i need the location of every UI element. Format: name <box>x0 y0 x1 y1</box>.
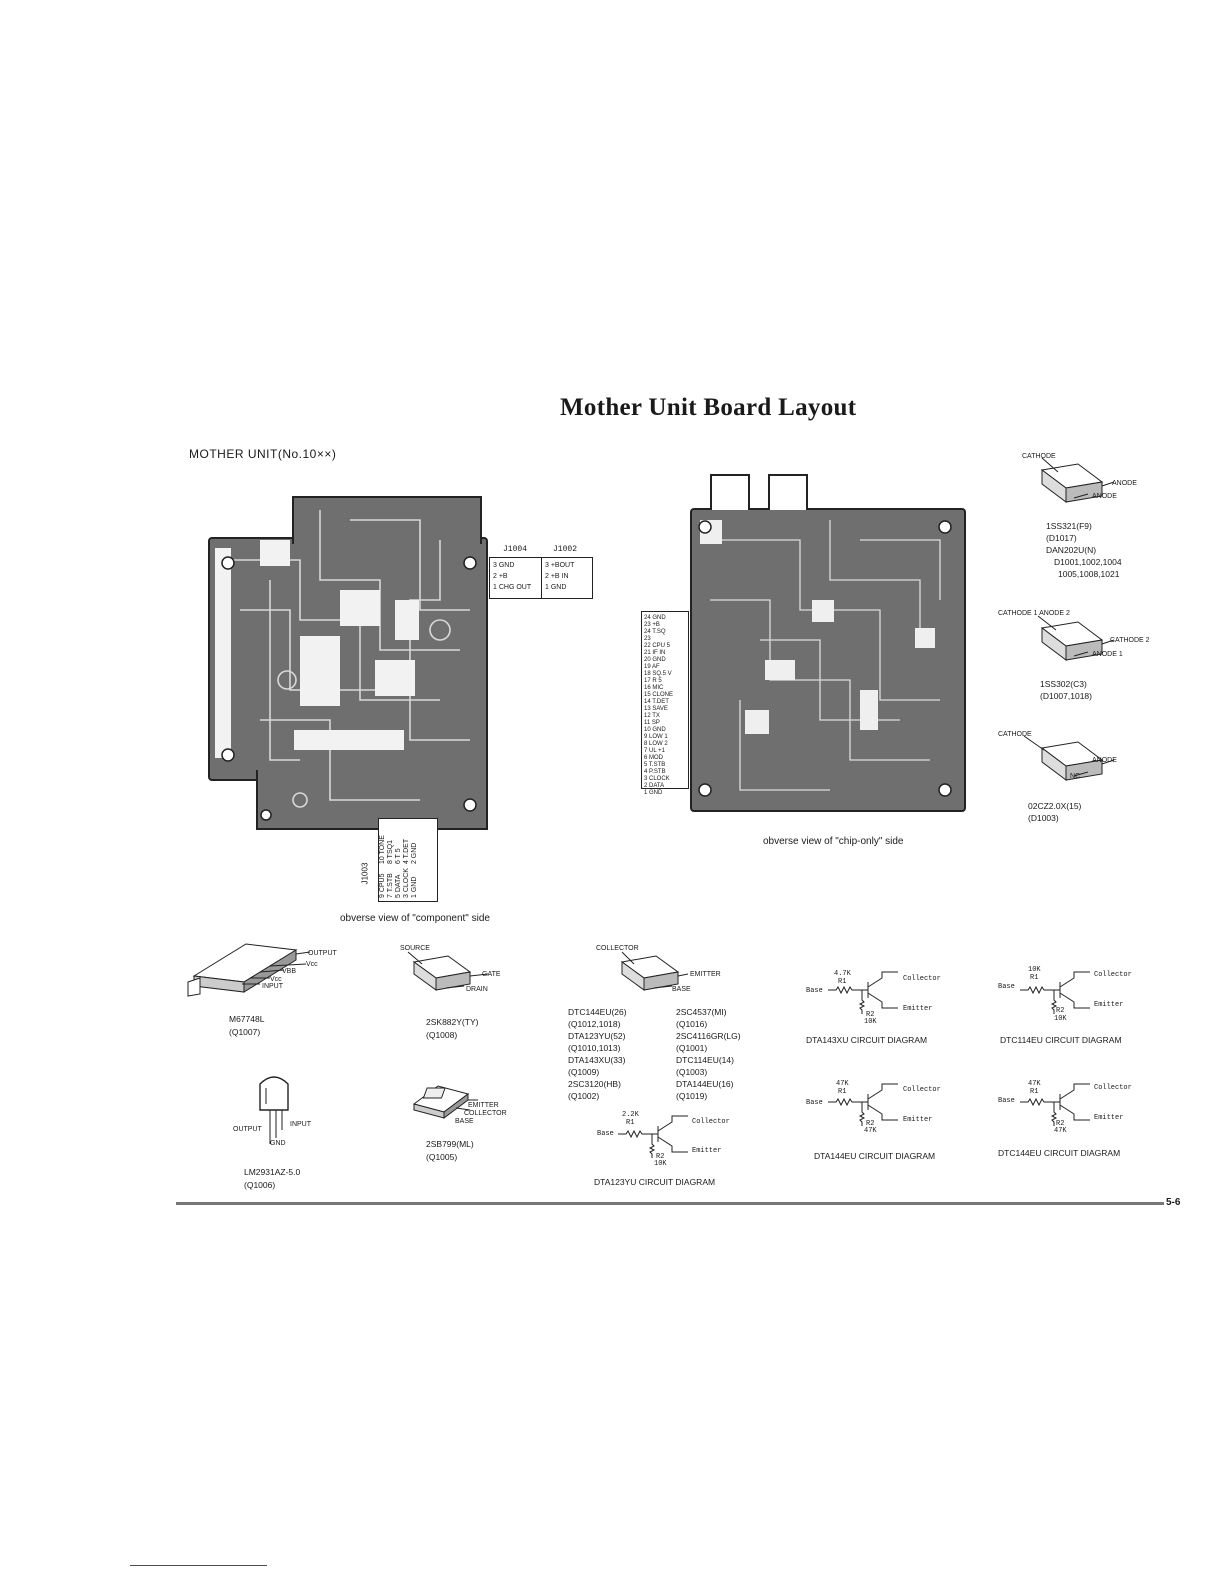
diode2-pin-anode1: ANODE 1 <box>1092 651 1123 658</box>
circuit2-r1name: R1 <box>838 1088 847 1096</box>
transistor-list-item: (Q1001) <box>676 1043 708 1053</box>
j1003-pin: 2 GND <box>411 842 418 865</box>
transistor-list-item: 2SC4537(MI) <box>676 1007 727 1017</box>
circuit3-r1name: R1 <box>1030 1088 1039 1096</box>
j1003-pin: 5 DATA <box>395 874 402 898</box>
sb799-pin-collector: COLLECTOR <box>464 1110 507 1117</box>
circuit1-caption: DTC114EU CIRCUIT DIAGRAM <box>1000 1035 1122 1045</box>
sb799-name: 2SB799(ML) <box>426 1139 474 1149</box>
circuit4-r1name: R1 <box>626 1119 635 1127</box>
chip-pin: 9 LOW 1 <box>644 734 668 740</box>
diode1-pin-anode: ANODE <box>1092 493 1117 500</box>
diode1-line: D1001,1002,1004 <box>1054 557 1122 567</box>
circuit1-collector: Collector <box>1094 971 1132 979</box>
chip-pin: 3 CLOCK <box>644 776 670 782</box>
m67748l-pin: Vcc <box>270 976 282 983</box>
circuit3-emitter: Emitter <box>1094 1114 1124 1122</box>
j1003-pin: 7 T.STB <box>387 873 394 898</box>
m67748l-ref: (Q1007) <box>229 1027 261 1037</box>
sk882-pin-gate: GATE <box>482 971 501 978</box>
transistor-list-item: (Q1016) <box>676 1019 708 1029</box>
circuit3-r2name: R2 <box>1056 1120 1065 1128</box>
diode1-line: DAN202U(N) <box>1046 545 1097 555</box>
circuit0-collector: Collector <box>903 975 941 983</box>
chip-pin: 1 GND <box>644 790 663 796</box>
m67748l-pin: Vcc <box>306 961 318 968</box>
chip-pin: 6 MOD <box>644 755 664 761</box>
transistor-pin-emitter: EMITTER <box>690 971 721 978</box>
page-title: Mother Unit Board Layout <box>560 394 857 421</box>
transistor-list-item: (Q1012,1018) <box>568 1019 621 1029</box>
diode1-pin-anode: ANODE <box>1112 480 1137 487</box>
transistor-pin-base: BASE <box>672 986 691 993</box>
chip-pin: 18 SQ.5 V <box>644 671 672 677</box>
chip-pin: 23 <box>644 636 651 642</box>
circuit3-r1: 47K <box>1028 1080 1041 1088</box>
chip-side-caption: obverse view of "chip-only" side <box>763 836 904 847</box>
transistor-pin-collector: COLLECTOR <box>596 945 639 952</box>
circuit3-base: Base <box>998 1097 1015 1105</box>
j1003-pin: 4 T.DET <box>403 838 410 865</box>
circuit4-r2name: R2 <box>656 1153 665 1161</box>
circuit0-r1name: R1 <box>838 978 847 986</box>
sk882-ref: (Q1008) <box>426 1030 458 1040</box>
circuit0-emitter: Emitter <box>903 1005 933 1013</box>
sb799-pin-base: BASE <box>455 1118 474 1125</box>
diode1-line: 1005,1008,1021 <box>1058 569 1120 579</box>
diode1-line: 1SS321(F9) <box>1046 521 1092 531</box>
chip-pin: 23 +B <box>644 622 660 628</box>
circuit1-r1name: R1 <box>1030 974 1039 982</box>
circuit2-collector: Collector <box>903 1086 941 1094</box>
j1004-label: J1004 <box>503 545 528 554</box>
m67748l-name: M67748L <box>229 1014 265 1024</box>
chip-pin: 14 T.DET <box>644 699 669 705</box>
chip-pin: 13 SAVE <box>644 706 668 712</box>
transistor-list-item: (Q1019) <box>676 1091 708 1101</box>
circuit1-r2name: R2 <box>1056 1007 1065 1015</box>
circuit2-caption: DTA144EU CIRCUIT DIAGRAM <box>814 1151 936 1161</box>
j1003-pin: 10 TONE <box>379 835 386 865</box>
chip-pin: 7 UL +1 <box>644 748 665 754</box>
circuit1-emitter: Emitter <box>1094 1001 1124 1009</box>
transistor-list-item: (Q1010,1013) <box>568 1043 621 1053</box>
chip-pin: 21 IF IN <box>644 650 666 656</box>
lm2931-name: LM2931AZ-5.0 <box>244 1167 301 1177</box>
m67748l-pin: OUTPUT <box>308 950 337 957</box>
chip-pin: 10 GND <box>644 727 666 733</box>
j1003-pin: 9 CPU5 <box>379 873 386 898</box>
chip-pin: 8 LOW 2 <box>644 741 668 747</box>
chip-pin: 11 SP <box>644 720 660 726</box>
unit-subtitle: MOTHER UNIT(No.10××) <box>189 447 337 461</box>
circuit0-caption: DTA143XU CIRCUIT DIAGRAM <box>806 1035 928 1045</box>
lm2931-pin-gnd: GND <box>270 1140 286 1147</box>
j1003-pin: 1 GND <box>411 876 418 898</box>
diode3-line: (D1003) <box>1028 813 1059 823</box>
diode2-pin-cathode1-anode2: CATHODE 1 ANODE 2 <box>998 610 1070 617</box>
j1003-pin: 6 T 5 <box>395 848 402 865</box>
diode1-line: (D1017) <box>1046 533 1077 543</box>
diode3-pin-anode: ANODE <box>1092 757 1117 764</box>
transistor-list-item: 2SC3120(HB) <box>568 1079 621 1089</box>
chip-pin: 17 R 5 <box>644 678 662 684</box>
chip-pin: 4 P.STB <box>644 769 666 775</box>
footer-rule <box>176 1202 1164 1205</box>
chip-pin: 24 GND <box>644 615 666 621</box>
j1002-pin: 2 +B IN <box>545 573 569 580</box>
circuit2-emitter: Emitter <box>903 1116 933 1124</box>
transistor-list-item: DTC114EU(14) <box>676 1055 734 1065</box>
diode2-line: 1SS302(C3) <box>1040 679 1087 689</box>
sk882-pin-drain: DRAIN <box>466 986 488 993</box>
j1002-pin: 3 +BOUT <box>545 562 575 569</box>
transistor-list-item: DTA123YU(52) <box>568 1031 626 1041</box>
transistor-list-item: (Q1009) <box>568 1067 600 1077</box>
circuit0-r2name: R2 <box>866 1011 875 1019</box>
circuit2-r2: 47K <box>864 1127 877 1135</box>
circuit0-base: Base <box>806 987 823 995</box>
j1004-pin: 3 GND <box>493 562 515 569</box>
chip-pin: 20 GND <box>644 657 666 663</box>
chip-pin: 19 AF <box>644 664 660 670</box>
m67748l-pin: VBB <box>282 968 297 975</box>
circuit3-collector: Collector <box>1094 1084 1132 1092</box>
circuit4-collector: Collector <box>692 1118 730 1126</box>
circuit2-base: Base <box>806 1099 823 1107</box>
circuit4-r1: 2.2K <box>622 1111 639 1119</box>
circuit2-r1: 47K <box>836 1080 849 1088</box>
sk882-pin-source: SOURCE <box>400 945 430 952</box>
transistor-list-item: DTA143XU(33) <box>568 1055 626 1065</box>
lm2931-pin-input: INPUT <box>290 1121 311 1128</box>
chip-pin: 2 DATA <box>644 783 665 789</box>
footer-link-line <box>130 1565 267 1566</box>
circuit0-r2: 10K <box>864 1018 877 1026</box>
lm2931-pin-output: OUTPUT <box>233 1126 262 1133</box>
j1002-pin: 1 GND <box>545 584 567 591</box>
j1004-pin: 1 CHG OUT <box>493 584 532 591</box>
circuit3-r2: 47K <box>1054 1127 1067 1135</box>
j1003-pin: 8 TSQ1 <box>387 840 394 865</box>
diode3-pin-cathode: CATHODE <box>998 731 1032 738</box>
circuit1-r2: 10K <box>1054 1015 1067 1023</box>
diode3-pin-nc: NC <box>1070 773 1081 780</box>
j1004-pin: 2 +B <box>493 573 508 580</box>
diode2-pin-cathode2: CATHODE 2 <box>1110 637 1150 644</box>
transistor-list-item: DTC144EU(26) <box>568 1007 627 1017</box>
sk882-name: 2SK882Y(TY) <box>426 1017 479 1027</box>
circuit4-r2: 10K <box>654 1160 667 1168</box>
chip-pin: 22 CPU 5 <box>644 643 671 649</box>
m67748l-pin: INPUT <box>262 983 283 990</box>
circuit1-base: Base <box>998 983 1015 991</box>
circuit4-caption: DTA123YU CIRCUIT DIAGRAM <box>594 1177 716 1187</box>
transistor-list-item: (Q1002) <box>568 1091 600 1101</box>
j1003-label: J1003 <box>360 862 370 885</box>
sb799-ref: (Q1005) <box>426 1152 458 1162</box>
lm2931-ref: (Q1006) <box>244 1180 276 1190</box>
transistor-list-item: (Q1003) <box>676 1067 708 1077</box>
circuit4-base: Base <box>597 1130 614 1138</box>
transistor-list-item: DTA144EU(16) <box>676 1079 734 1089</box>
circuit1-r1: 10K <box>1028 966 1041 974</box>
diode2-line: (D1007,1018) <box>1040 691 1092 701</box>
chip-pin: 15 CLONE <box>644 692 674 698</box>
chip-pin: 5 T.STB <box>644 762 666 768</box>
circuit3-caption: DTC144EU CIRCUIT DIAGRAM <box>998 1148 1121 1158</box>
chip-pin: 16 MIC <box>644 685 664 691</box>
circuit4-emitter: Emitter <box>692 1147 722 1155</box>
diode1-pin-cathode: CATHODE <box>1022 453 1056 460</box>
circuit2-r2name: R2 <box>866 1120 875 1128</box>
chip-pin: 12 TX <box>644 713 660 719</box>
page-number: 5-6 <box>1166 1197 1181 1208</box>
j1003-pin: 3 CLOCK <box>403 868 410 898</box>
j1002-label: J1002 <box>553 545 578 554</box>
chip-pin: 24 T.SQ <box>644 629 666 635</box>
sb799-pin-emitter: EMITTER <box>468 1102 499 1109</box>
component-side-caption: obverse view of "component" side <box>340 913 490 924</box>
transistor-list-item: 2SC4116GR(LG) <box>676 1031 741 1041</box>
circuit0-r1: 4.7K <box>834 970 851 978</box>
diode3-line: 02CZ2.0X(15) <box>1028 801 1082 811</box>
